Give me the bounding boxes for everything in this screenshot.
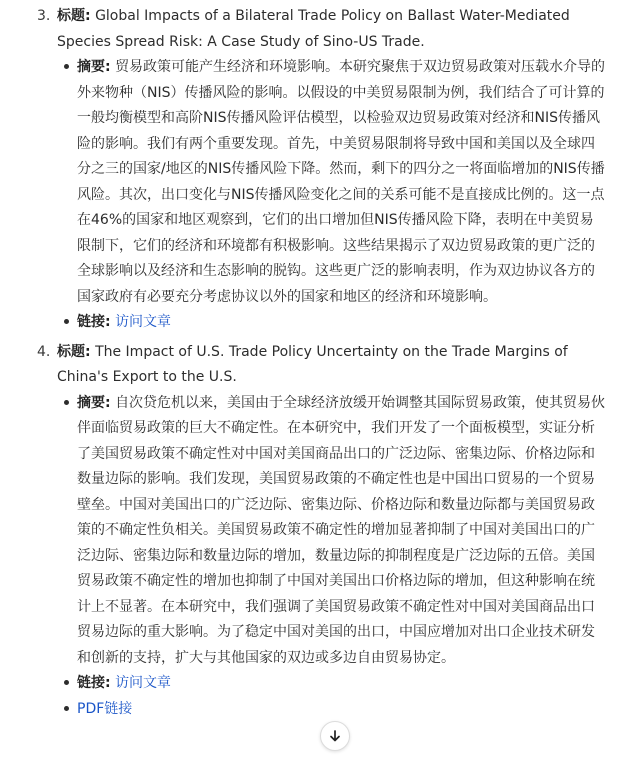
arrow-down-icon — [328, 729, 342, 743]
paper-item-4 — [0, 336, 632, 723]
paper-title: Global Impacts of a Bilateral Trade Policy on Ballast Water-Mediated Species Spread Risk: A Case Study of Sino-US Trade. — [57, 8, 570, 50]
pdf-link-item — [77, 697, 606, 723]
pdf-link[interactable]: PDF链接 — [77, 700, 133, 717]
list-number: 3. — [37, 8, 51, 24]
article-link[interactable]: 访问文章 — [115, 314, 172, 330]
paper-title-line — [57, 336, 606, 391]
abstract-item — [77, 391, 606, 672]
link-item — [77, 671, 606, 697]
abstract-text: 自次贷危机以来，美国由于全球经济放缓开始调整其国际贸易政策，使其贸易伙伴面临贸易政策的巨大不确定性。在本研究中，我们开发了一个面板模型，实证分析了美国贸易政策不确定性对中国对美国商品出口的广泛边际、密集边际、价格边际和数量边际的影响。我们发现，美国贸易政策的不确定性也是中国出口贸易的一个贸易壁垒。中国对美国出口的广泛边际、密集边际、价格边际和数量边际都与美国贸易政策的不确定性负相关。美国贸易政策不确定性的增加显著抑制了中国对美国出口的广泛边际、密集边际和数量边际的增加，数量边际的抑制程度是广泛边际的五倍。美国贸易政策不确定性的增加也抑制了中国对美国出口价格边际的增加，但这种影响在统计上不显著。在本研究中，我们强调了美国贸易政策不确定性对中国对美国商品出口贸易边际的重大影响。为了稳定中国对美国的出口，中国应增加对出口企业技术研发和创新的支持，扩大与其他国家的双边或多边自由贸易协定。 — [77, 394, 606, 666]
abstract-item — [77, 55, 606, 310]
list-number: 4. — [37, 343, 51, 360]
paper-title: The Impact of U.S. Trade Policy Uncertainty on the Trade Margins of China's Export to the U.S. — [57, 343, 568, 385]
link-item — [77, 310, 606, 336]
title-label: 标题: — [57, 343, 91, 360]
bullet-icon — [64, 680, 69, 685]
abstract-label: 摘要: — [77, 59, 111, 75]
article-link[interactable]: 访问文章 — [115, 675, 172, 691]
link-label: 链接: — [77, 314, 111, 330]
paper-details — [57, 55, 606, 336]
bullet-icon — [64, 319, 69, 324]
paper-details — [57, 391, 606, 723]
bullet-icon — [64, 706, 69, 711]
abstract-text: 贸易政策可能产生经济和环境影响。本研究聚焦于双边贸易政策对压载水介导的外来物种（NIS）传播风险的影响。以假设的中美贸易限制为例，我们结合了可计算的一般均衡模型和高阶NIS传播风险评估模型，以检验双边贸易政策对经济和NIS传播风险的影响。我们有两个重要发现。首先，中美贸易限制将导致中国和美国以及全球四分之三的国家/地区的NIS传播风险下降。然而，剩下的四分之一将面临增加的NIS传播风险。其次，出口变化与NIS传播风险变化之间的关系可能不是直接成比例的。这一点在46%的国家和地区观察到，它们的出口增加但NIS传播风险下降，表明在中美贸易限制下，它们的经济和环境都有积极影响。这些结果揭示了双边贸易政策的更广泛的全球影响以及经济和生态影响的脱钩。这些更广泛的影响表明，作为双边协议各方的国家政府有必要充分考虑协议以外的国家和地区的经济和环境影响。 — [77, 59, 606, 305]
paper-title-line — [57, 0, 606, 55]
scroll-to-bottom-button[interactable] — [320, 721, 350, 751]
bullet-icon — [64, 400, 69, 405]
link-label: 链接: — [77, 675, 111, 691]
abstract-label: 摘要: — [77, 394, 111, 411]
title-label: 标题: — [57, 8, 91, 24]
paper-item-3 — [0, 0, 632, 336]
bullet-icon — [64, 64, 69, 69]
